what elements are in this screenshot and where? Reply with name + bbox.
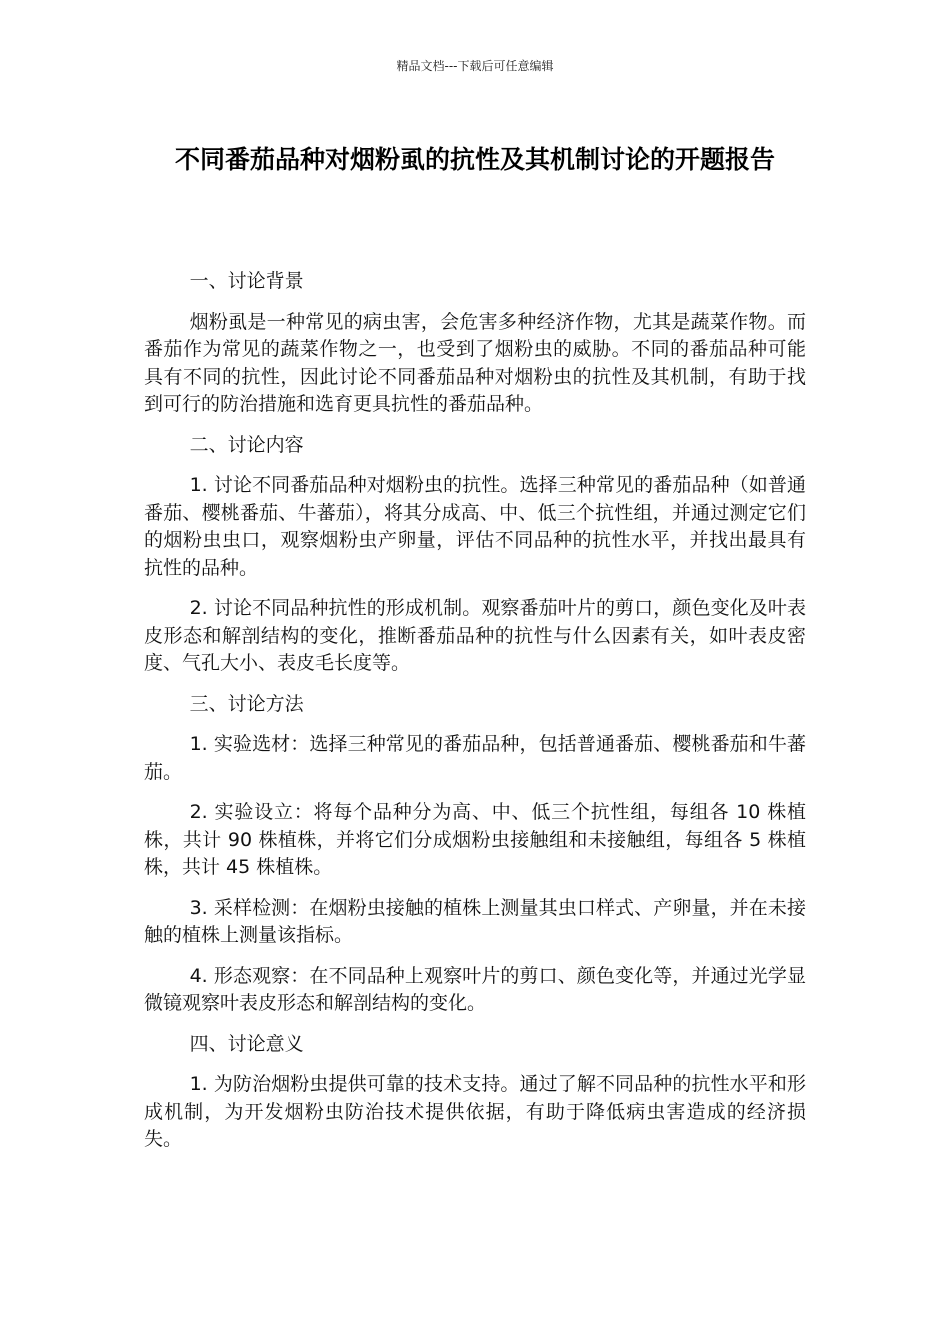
section-background — [144, 268, 806, 419]
section-heading: 二、讨论内容 — [189, 433, 304, 456]
document-body — [144, 268, 806, 1167]
section-content — [144, 432, 806, 678]
page-header: 精品文档---下载后可任意编辑 — [396, 59, 554, 73]
paragraph: 3. 采样检测：在烟粉虫接触的植株上测量其虫口样式、产卵量，并在未接触的植株上测量该指标。 — [144, 896, 806, 946]
paragraph: 2. 实验设立：将每个品种分为高、中、低三个抗性组，每组各 10 株植株，共计 90 株植株，并将它们分成烟粉虫接触组和未接触组，每组各 5 株植株，共计 45 株植株。 — [144, 801, 806, 878]
section-heading: 三、讨论方法 — [189, 692, 304, 715]
section-methods — [144, 691, 806, 1018]
paragraph: 4. 形态观察：在不同品种上观察叶片的剪口、颜色变化等，并通过光学显微镜观察叶表皮形态和解剖结构的变化。 — [144, 964, 806, 1014]
section-heading: 一、讨论背景 — [189, 270, 304, 292]
section-significance — [144, 1031, 806, 1154]
paragraph: 2. 讨论不同品种抗性的形成机制。观察番茄叶片的剪口，颜色变化及叶表皮形态和解剖结构的变化，推断番茄品种的抗性与什么因素有关，如叶表皮密度、气孔大小、表皮毛长度等。 — [144, 597, 806, 674]
paragraph: 烟粉虱是一种常见的病虫害，会危害多种经济作物，尤其是蔬菜作物。而番茄作为常见的蔬菜作物之一，也受到了烟粉虫的威胁。不同的番茄品种可能具有不同的抗性，因此讨论不同番茄品种对烟粉虫的抗性及其机制，有助于找到可行的防治措施和选育更具抗性的番茄品种。 — [144, 310, 806, 415]
paragraph: 1. 实验选材：选择三种常见的番茄品种，包括普通番茄、樱桃番茄和牛蕃茄。 — [144, 733, 806, 783]
paragraph: 1. 为防治烟粉虫提供可靠的技术支持。通过了解不同品种的抗性水平和形成机制，为开发烟粉虫防治技术提供依据，有助于降低病虫害造成的经济损失。 — [144, 1073, 806, 1150]
document-title: 不同番茄品种对烟粉虱的抗性及其机制讨论的开题报告 — [174, 145, 775, 174]
paragraph: 1. 讨论不同番茄品种对烟粉虫的抗性。选择三种常见的番茄品种（如普通番茄、樱桃番茄、牛蕃茄），将其分成高、中、低三个抗性组，并通过测定它们的烟粉虫虫口，观察烟粉虫产卵量，评估不同品种的抗性水平，并找出最具有抗性的品种。 — [144, 474, 806, 579]
section-heading: 四、讨论意义 — [189, 1032, 304, 1055]
